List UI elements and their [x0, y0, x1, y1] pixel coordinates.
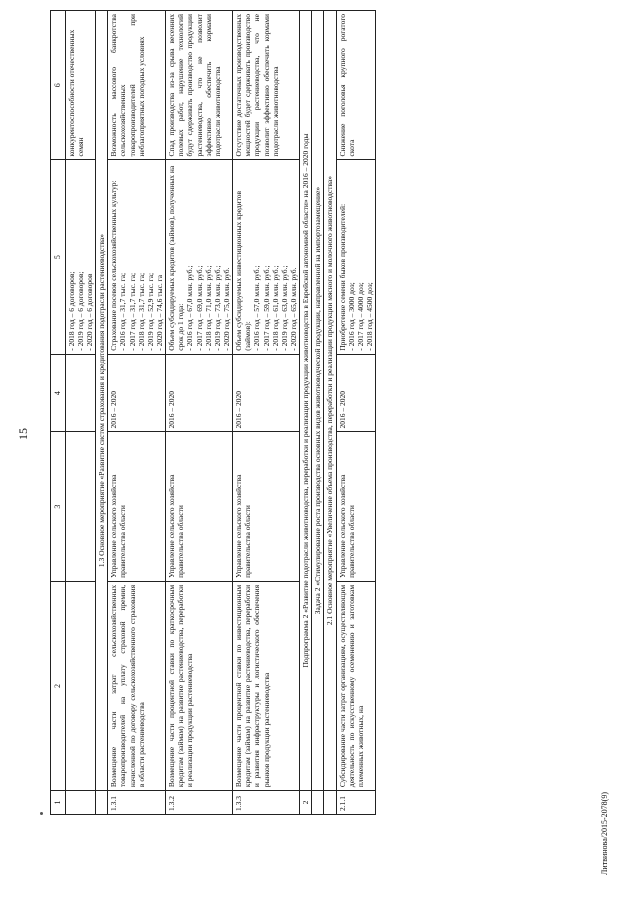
- indicator-line: - 2017 год – 31,7 тыс. га;: [127, 272, 137, 351]
- section-row: [96, 11, 108, 815]
- table-row: [166, 11, 233, 815]
- row-number: 1.3.2: [166, 791, 233, 815]
- column-header: 3: [51, 432, 66, 581]
- column-header: 6: [51, 11, 66, 160]
- indicator-line: Приобретение семени быков производителей:: [337, 203, 347, 351]
- document-code: Литвинова/2015-2078(9): [600, 792, 609, 875]
- indicator-line: - 2019 год – 73,0 млн. руб.;: [212, 265, 222, 351]
- indicator-line: Страхование посевов сельскохозяйственных культур:: [109, 180, 119, 351]
- risk-cell: Спад производства из-за срыва весенних полевых работ, нарушение технологий будут сдерживать производство продукции растениеводства, что не позволит эффективно обеспечить кормами подотрасли животноводства: [166, 11, 233, 160]
- indicator-line: - 2017 год – 69,0 млн. руб.;: [194, 265, 204, 351]
- rotated-table-area: [50, 10, 590, 815]
- scan-speck: [40, 812, 43, 815]
- column-header: 5: [51, 160, 66, 354]
- indicator-line: - 2020 год – 6 договоров: [85, 273, 95, 351]
- subprogram-title: Подпрограмма 2 «Развитие подотрасли животноводства, переработки и реализации продукции животноводства в Еврейской автономной области» на 2016 – 2020 годы: [300, 11, 312, 791]
- section-title: 1.3 Основное мероприятие «Развитие систем страхования и кредитования подотрасли растениеводства»: [96, 11, 108, 791]
- indicator-line: - 2018 год – 71,0 млн. руб.;: [203, 265, 213, 351]
- section-title: 2.1 Основное мероприятие «Увеличение объема производства, переработки и реализации продукции мясного и молочного животноводства»: [324, 11, 336, 791]
- indicator-line: - 2016 год – 31,7 тыс. га;: [118, 272, 128, 351]
- task-row: [312, 11, 324, 815]
- indicator-line: - 2019 год – 6 договоров;: [75, 271, 85, 351]
- risk-cell: конкурентоспособности отечественных семян: [65, 11, 95, 160]
- page-number: 15: [16, 428, 30, 440]
- table-row: [233, 11, 300, 815]
- table-row: [108, 11, 166, 815]
- measure-name: Возмещение части процентной ставки по инвестиционным кредитам (займам) на развитие растениеводства, переработки и развития инфраструктуры и логистического обеспечения рынков продукции растениеводства: [233, 581, 300, 790]
- indicator-line: Объем субсидируемых инвестиционных кредитов (займов):: [234, 190, 253, 351]
- indicator-line: Объем субсидируемых кредитов (займов), полученных на срок до 1 года:: [167, 165, 186, 351]
- executor-cell: Управление сельского хозяйства правительства области: [336, 432, 376, 581]
- measure-name: Возмещение части затрат сельскохозяйственных товаропроизводителей на уплату страховой премии, начисленной по договору сельскохозяйственного страхования в области растениеводства: [108, 581, 166, 790]
- indicator-line: - 2020 год – 75,0 млн. руб.: [222, 267, 231, 351]
- measure-name: Субсидирование части затрат организациям, осуществляющим деятельность по искусственному осеменению и заготовкам племенных животных, на: [336, 581, 376, 790]
- header-row: [51, 11, 66, 815]
- indicator-line: - 2016 год – 67,0 млн. руб.;: [185, 265, 195, 351]
- row-number: 1.3.1: [108, 791, 166, 815]
- table-row-continued: [65, 11, 95, 815]
- indicator-cell: [233, 160, 300, 354]
- task-title: Задача 2 «Стимулирование роста производства основных видов животноводческой продукции, направленной на импортозамещение»: [312, 11, 324, 791]
- period-cell: 2016 – 2020: [336, 354, 376, 432]
- indicator-cell: [65, 160, 95, 354]
- row-number: 1.3.3: [233, 791, 300, 815]
- executor-cell: Управление сельского хозяйства правительства области: [166, 432, 233, 581]
- program-table: [50, 10, 376, 815]
- period-cell: 2016 – 2020: [108, 354, 166, 432]
- indicator-line: - 2017 год – 59,0 млн. руб.;: [261, 265, 271, 351]
- indicator-line: - 2019 год – 52,9 тыс. га;: [145, 272, 155, 351]
- indicator-line: - 2018 год – 6 договоров;: [66, 271, 76, 351]
- measure-name: Возмещение части процентной ставки по краткосрочным кредитам (займам) на развитие растениеводства, переработки и реализации продукции растениеводства: [166, 581, 233, 790]
- row-number: 2.1.1: [336, 791, 376, 815]
- executor-cell: Управление сельского хозяйства правительства области: [233, 432, 300, 581]
- period-cell: 2016 – 2020: [233, 354, 300, 432]
- risk-cell: Снижение поголовья крупного рогатого скота: [336, 11, 376, 160]
- indicator-line: - 2016 год – 3000 доз;: [346, 282, 356, 351]
- indicator-cell: [166, 160, 233, 354]
- table-row: [336, 11, 376, 815]
- column-header: 4: [51, 354, 66, 432]
- risk-cell: Отсутствие достаточных производственных мощностей будет сдерживать производство продукции растениеводства, что не позволит эффективно обеспечить кормами подотрасли животноводства: [233, 11, 300, 160]
- risk-cell: Возможность массового банкротства сельскохозяйственных товаропроизводителей при неблагоприятных погодных условиях: [108, 11, 166, 160]
- indicator-line: - 2017 год – 4000 доз;: [355, 282, 365, 351]
- indicator-cell: [336, 160, 376, 354]
- period-cell: 2016 – 2020: [166, 354, 233, 432]
- indicator-line: - 2018 год – 4500 доз;: [364, 282, 374, 351]
- row-number: 2: [300, 791, 312, 815]
- column-header: 2: [51, 581, 66, 790]
- executor-cell: Управление сельского хозяйства правительства области: [108, 432, 166, 581]
- indicator-cell: [108, 160, 166, 354]
- indicator-line: - 2020 год – 74,6 тыс. га: [155, 274, 165, 351]
- indicator-line: - 2018 год – 61,0 млн. руб.;: [270, 265, 280, 351]
- indicator-line: - 2019 год – 63,0 млн. руб.;: [279, 265, 289, 351]
- column-header: 1: [51, 791, 66, 815]
- section-row: [324, 11, 336, 815]
- indicator-line: - 2018 год – 31,7 тыс. га;: [136, 272, 146, 351]
- indicator-line: - 2016 год – 57,0 млн. руб.;: [252, 265, 262, 351]
- subprogram-row: [300, 11, 312, 815]
- indicator-line: - 2020 год – 65,0 млн. руб.: [288, 267, 298, 351]
